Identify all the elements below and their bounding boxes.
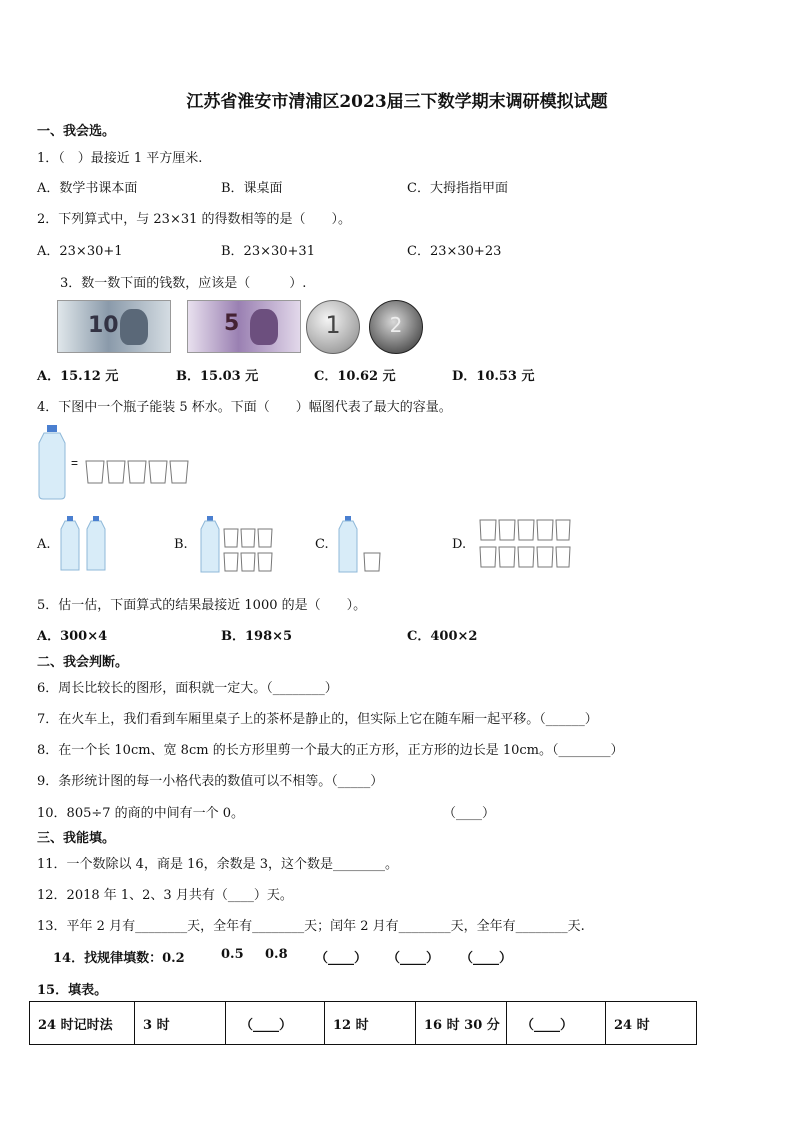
two-fen-coin-image — [369, 300, 423, 354]
q3-option-a[interactable]: A．15.12 元 — [37, 369, 119, 384]
table-cell-header: 24 时记时法 — [30, 1002, 135, 1045]
q5-stem: 5．估一估，下面算式的结果最接近 1000 的是（ ）。 — [37, 598, 367, 613]
q11-text: 11．一个数除以 4，商是 16，余数是 3，这个数是________。 — [37, 857, 399, 872]
page-title: 江苏省淮安市清浦区2023届三下数学期末调研模拟试题 — [186, 92, 608, 112]
table-cell: 3 时 — [135, 1002, 226, 1045]
q6-text: 6．周长比较长的图形，面积就一定大。（________） — [37, 681, 338, 696]
portrait-icon — [250, 309, 278, 345]
q13-text: 13．平年 2 月有________天，全年有________天；闰年 2 月有________天，全年有________天. — [37, 919, 585, 934]
bill-value-ten: 10 — [88, 313, 119, 338]
cup-icon-group — [86, 461, 188, 483]
q3-option-b[interactable]: B．15.03 元 — [176, 369, 259, 384]
q1-stem: 1．（ ）最接近 1 平方厘米. — [37, 151, 203, 166]
q15-stem: 15．填表。 — [37, 983, 108, 998]
q5-option-b[interactable]: B．198×5 — [221, 629, 293, 644]
bottle-icon — [39, 425, 65, 499]
q14-value-3: 0.8 — [265, 947, 288, 962]
q10-stem: 10．805÷7 的商的中间有一个 0。 — [37, 806, 245, 821]
five-yuan-bill-image — [187, 300, 301, 353]
q12-text: 12．2018 年 1、2、3 月共有（____）天。 — [37, 888, 293, 903]
option-c-bottle-and-one-cup-figure — [336, 515, 388, 575]
q2-option-c[interactable]: C．23×30+23 — [407, 244, 502, 259]
q1-option-a[interactable]: A．数学书课本面 — [37, 181, 138, 196]
q2-option-a[interactable]: A．23×30+1 — [37, 244, 123, 259]
option-a-two-bottles-figure — [58, 515, 114, 573]
q3-option-d[interactable]: D．10.53 元 — [452, 369, 535, 384]
q3-stem: 3．数一数下面的钱数，应该是（ ）. — [60, 276, 307, 291]
q14-value-2: 0.5 — [221, 947, 244, 962]
one-jiao-coin-image — [306, 300, 360, 354]
option-b-bottle-and-six-cups-figure — [198, 515, 280, 575]
table-cell: 16 时 30 分 — [416, 1002, 507, 1045]
q4-option-b[interactable]: B. — [174, 537, 188, 552]
q4-option-c[interactable]: C. — [315, 537, 329, 552]
q1-option-c[interactable]: C．大拇指指甲面 — [407, 181, 508, 196]
q14-blank-2[interactable]: （____） — [387, 951, 440, 966]
q14-blank-1[interactable]: （____） — [315, 951, 368, 966]
bill-value-five: 5 — [224, 311, 240, 336]
q9-text: 9．条形统计图的每一小格代表的数值可以不相等。（_____） — [37, 774, 384, 789]
table-row — [30, 1002, 697, 1045]
table-cell-blank[interactable]: （____） — [226, 1002, 325, 1045]
q7-text: 7．在火车上，我们看到车厢里桌子上的茶杯是静止的，但实际上它在随车厢一起平移。（______） — [37, 712, 598, 727]
coin-value-two: 2 — [389, 313, 403, 337]
portrait-icon — [120, 309, 148, 345]
option-d-ten-cups-figure — [476, 516, 572, 574]
q1-option-b[interactable]: B．课桌面 — [221, 181, 283, 196]
ten-yuan-bill-image — [57, 300, 171, 353]
table-cell: 24 时 — [606, 1002, 697, 1045]
q14-stem: 14．找规律填数：0.2 — [53, 951, 185, 966]
q3-option-c[interactable]: C．10.62 元 — [314, 369, 396, 384]
coin-value-one: 1 — [325, 311, 341, 339]
q4-option-a[interactable]: A. — [37, 537, 51, 552]
q5-option-c[interactable]: C．400×2 — [407, 629, 478, 644]
table-cell: 12 时 — [325, 1002, 416, 1045]
bottle-equals-five-cups-figure — [38, 425, 198, 500]
q2-stem: 2．下列算式中，与 23×31 的得数相等的是（ ）。 — [37, 212, 352, 227]
q8-text: 8．在一个长 10cm、宽 8cm 的长方形里剪一个最大的正方形，正方形的边长是 10cm。（________） — [37, 743, 624, 758]
section-three-heading: 三、我能填。 — [37, 831, 116, 846]
q4-stem: 4．下图中一个瓶子能装 5 杯水。下面（ ）幅图代表了最大的容量。 — [37, 400, 452, 415]
q10-answer-blank[interactable]: （____） — [443, 806, 496, 821]
q14-blank-3[interactable]: （____） — [460, 951, 513, 966]
equals-sign: = — [71, 456, 79, 470]
q5-option-a[interactable]: A．300×4 — [37, 629, 108, 644]
table-cell-blank[interactable]: （____） — [507, 1002, 606, 1045]
q4-option-d[interactable]: D. — [452, 537, 467, 552]
time-conversion-table — [29, 1001, 697, 1045]
q2-option-b[interactable]: B．23×30+31 — [221, 244, 315, 259]
section-one-heading: 一、我会选。 — [37, 124, 116, 139]
section-two-heading: 二、我会判断。 — [37, 655, 129, 670]
